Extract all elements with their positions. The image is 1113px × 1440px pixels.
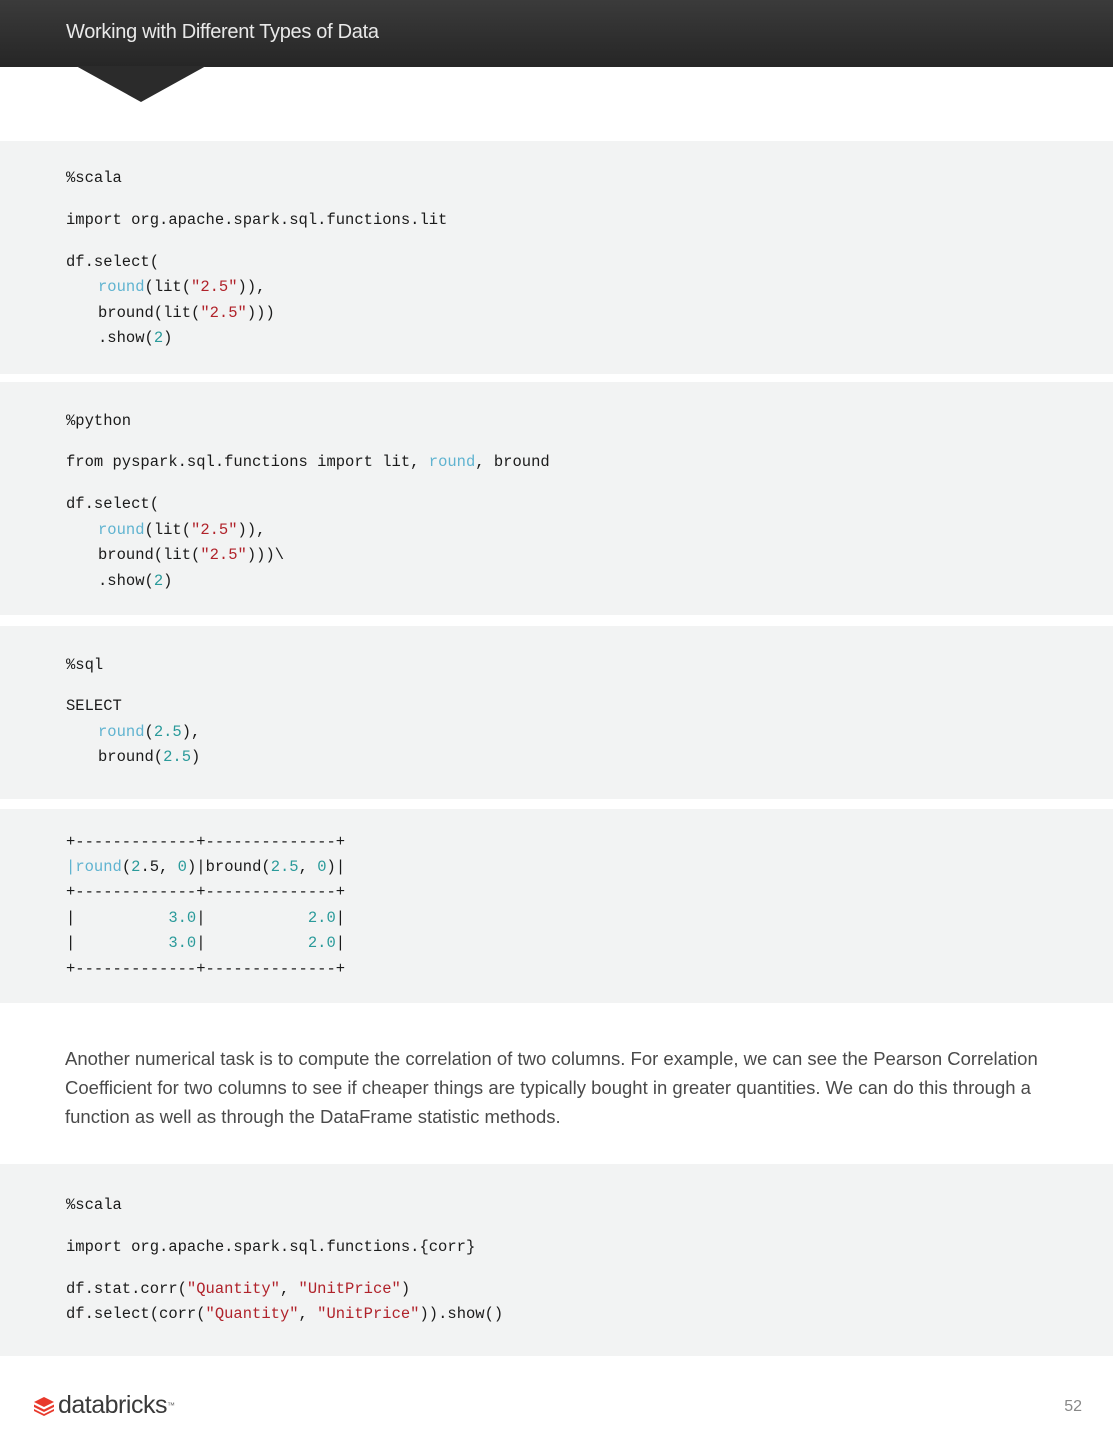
header-tab-decoration: [76, 66, 206, 102]
logo-wordmark: databricks: [58, 1390, 167, 1419]
code-line: df.select(corr("Quantity", "UnitPrice")).show(): [66, 1305, 504, 1323]
code-line: from pyspark.sql.functions import lit, round, bround: [66, 453, 550, 471]
code-block-scala-1: [0, 141, 1113, 374]
code-line: import org.apache.spark.sql.functions.{corr}: [66, 1238, 476, 1256]
logo-trademark: ™: [166, 1400, 175, 1410]
code-line: .show(2): [98, 329, 173, 347]
databricks-logo: [33, 1390, 175, 1420]
code-magic: %scala: [66, 169, 122, 187]
table-border: +-------------+--------------+: [66, 883, 346, 901]
code-magic: %sql: [66, 656, 104, 674]
body-paragraph: Another numerical task is to compute the correlation of two columns. For example, we can see the Pearson Correlation Coefficient for two columns to see if cheaper things are typically bought in greater quantities. We can do this through a function as well as through the DataFrame statistic methods.: [65, 1048, 1038, 1127]
table-border: +-------------+--------------+: [66, 960, 346, 978]
page-header: [0, 0, 1113, 67]
code-block-output: [0, 809, 1113, 1003]
code-line: df.select(: [66, 495, 160, 513]
code-line: import org.apache.spark.sql.functions.lit: [66, 211, 448, 229]
code-line: df.stat.corr("Quantity", "UnitPrice"): [66, 1280, 411, 1298]
code-magic: %scala: [66, 1196, 122, 1214]
databricks-stack-icon: [33, 1394, 55, 1416]
table-row: | 3.0| 2.0|: [66, 909, 346, 927]
code-line: bround(2.5): [98, 748, 201, 766]
code-magic: %python: [66, 412, 132, 430]
code-block-sql: [0, 626, 1113, 799]
code-line: round(lit("2.5")),: [98, 278, 266, 296]
code-line: bround(lit("2.5")))\: [98, 546, 285, 564]
table-header: |round(2.5, 0)|bround(2.5, 0)|: [66, 858, 346, 876]
code-line: SELECT: [66, 697, 122, 715]
code-line: df.select(: [66, 253, 160, 271]
table-border: +-------------+--------------+: [66, 833, 346, 851]
code-block-python: [0, 382, 1113, 615]
page-number: 52: [1064, 1398, 1082, 1415]
code-line: bround(lit("2.5"))): [98, 304, 275, 322]
code-block-scala-2: [0, 1164, 1113, 1356]
code-line: round(2.5),: [98, 723, 201, 741]
page-title: Working with Different Types of Data: [66, 21, 379, 43]
code-line: .show(2): [98, 572, 173, 590]
table-row: | 3.0| 2.0|: [66, 934, 346, 952]
code-line: round(lit("2.5")),: [98, 521, 266, 539]
